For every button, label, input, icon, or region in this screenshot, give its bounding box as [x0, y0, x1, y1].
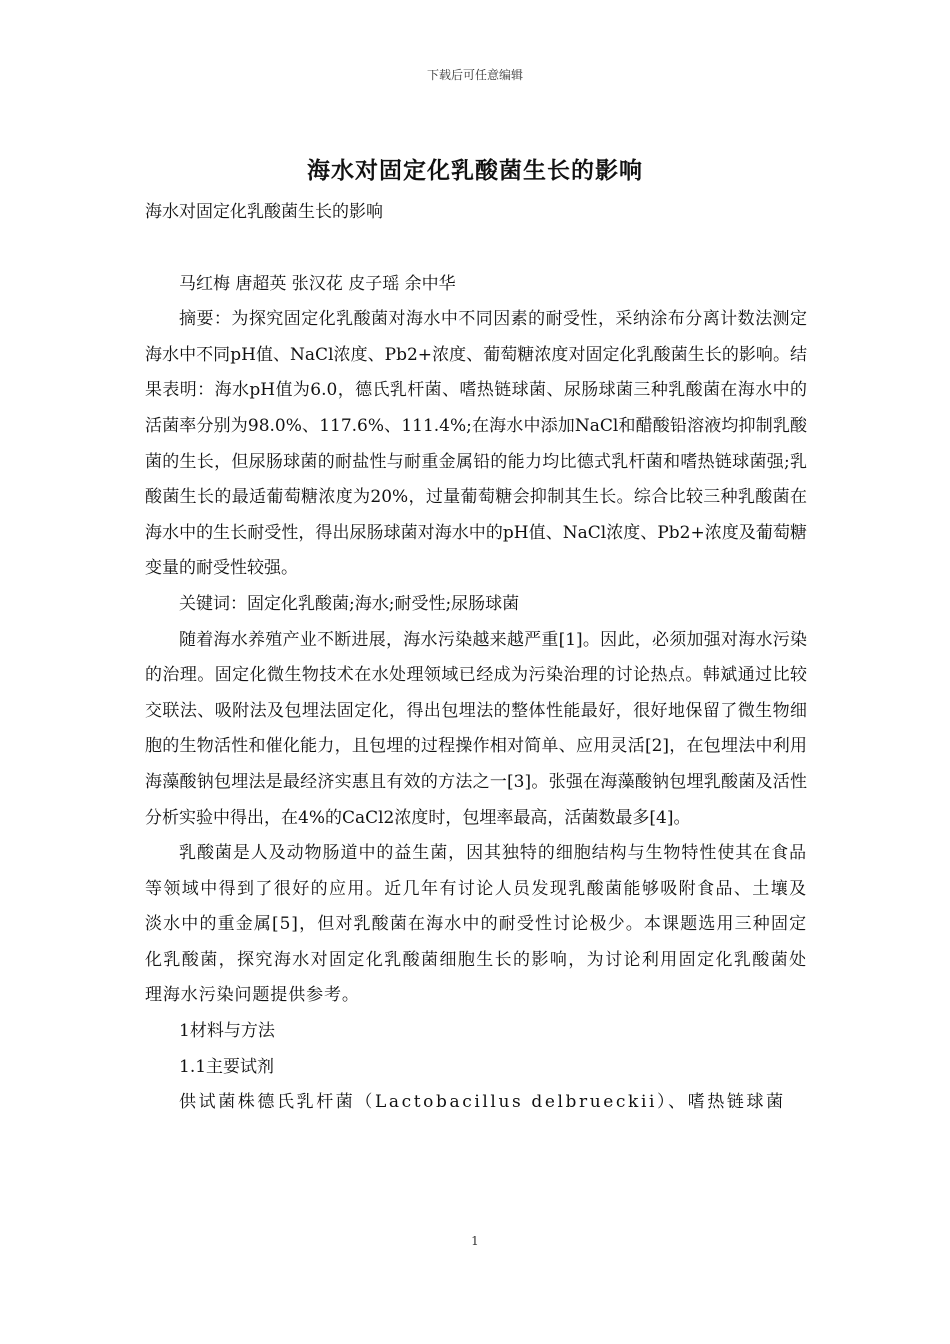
section-heading-1-1: 1.1主要试剂 — [179, 1056, 275, 1077]
page-header-note: 下载后可任意编辑 — [426, 68, 523, 82]
document-subtitle: 海水对固定化乳酸菌生长的影响 — [145, 202, 383, 222]
page-number: 1 — [471, 1234, 479, 1248]
body-paragraph-3: 供试菌株德氏乳杆菌（Lactobacillus delbrueckii）、嗜热链球菌 — [179, 1092, 786, 1113]
document-body — [145, 195, 807, 1121]
authors-line: 马红梅 唐超英 张汉花 皮子瑶 余中华 — [179, 273, 456, 294]
abstract-paragraph: 摘要：为探究固定化乳酸菌对海水中不同因素的耐受性，采纳涂布分离计数法测定海水中不同pH值、NaCl浓度、Pb2+浓度、葡萄糖浓度对固定化乳酸菌生长的影响。结果表明：海水pH值为6.0，德氏乳杆菌、嗜热链球菌、尿肠球菌三种乳酸菌在海水中的活菌率分别为98.0%、117.6%、111.4%;在海水中添加NaCl和醋酸铅溶液均抑制乳酸菌的生长，但尿肠球菌的耐盐性与耐重金属铅的能力均比德式乳杆菌和嗜热链球菌强;乳酸菌生长的最适葡萄糖浓度为20%，过量葡萄糖会抑制其生长。综合比较三种乳酸菌在海水中的生长耐受性，得出尿肠球菌对海水中的pH值、NaCl浓度、Pb2+浓度及葡萄糖变量的耐受性较强。 — [145, 309, 807, 579]
body-paragraph-1: 随着海水养殖产业不断进展，海水污染越来越严重[1]。因此，必须加强对海水污染的治理。固定化微生物技术在水处理领域已经成为污染治理的讨论热点。韩斌通过比较交联法、吸附法及包埋法固定化，得出包埋法的整体性能最好，很好地保留了微生物细胞的生物活性和催化能力，且包埋的过程操作相对简单、应用灵活[2]，在包埋法中利用海藻酸钠包埋法是最经济实惠且有效的方法之一[3]。张强在海藻酸钠包埋乳酸菌及活性分析实验中得出，在4%的CaCl2浓度时，包埋率最高，活菌数最多[4]。 — [145, 629, 807, 828]
document-title: 海水对固定化乳酸菌生长的影响 — [307, 157, 643, 184]
body-paragraph-2: 乳酸菌是人及动物肠道中的益生菌，因其独特的细胞结构与生物特性使其在食品等领域中得到了很好的应用。近几年有讨论人员发现乳酸菌能够吸附食品、土壤及淡水中的重金属[5]，但对乳酸菌在海水中的耐受性讨论极少。本课题选用三种固定化乳酸菌，探究海水对固定化乳酸菌细胞生长的影响，为讨论利用固定化乳酸菌处理海水污染问题提供参考。 — [145, 843, 807, 1006]
keywords-line: 关键词：固定化乳酸菌;海水;耐受性;尿肠球菌 — [179, 593, 520, 614]
section-heading-1: 1材料与方法 — [179, 1021, 275, 1042]
